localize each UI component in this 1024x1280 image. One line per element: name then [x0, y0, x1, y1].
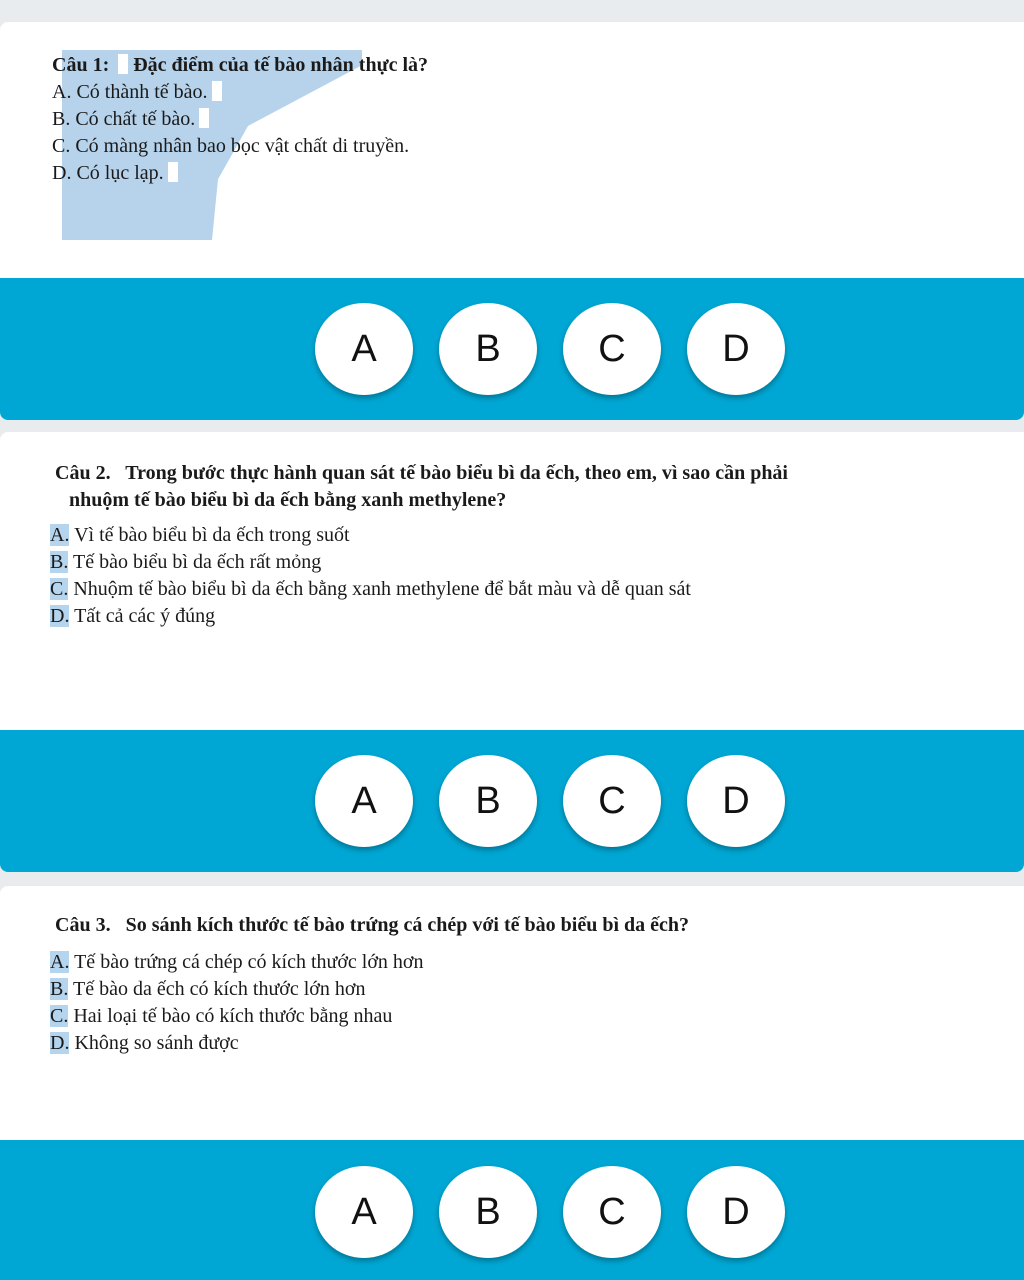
- question-3-title: Câu 3. So sánh kích thước tế bào trứng cá chép với tế bào biểu bì da ếch?: [55, 914, 689, 936]
- question-3-text: [50, 912, 689, 1057]
- answer-1-b-button[interactable]: B: [439, 303, 537, 395]
- answer-2-c-button[interactable]: C: [563, 755, 661, 847]
- question-3-option-c: C. Hai loại tế bào có kích thước bằng nhau: [50, 1005, 393, 1027]
- question-3-option-a: A. Tế bào trứng cá chép có kích thước lớn hơn: [50, 951, 424, 973]
- question-1-title: Câu 1: Đặc điểm của tế bào nhân thực là?: [52, 54, 429, 76]
- answer-2-b-button[interactable]: B: [439, 755, 537, 847]
- answer-2-a-button[interactable]: A: [315, 755, 413, 847]
- answer-3-a-button[interactable]: A: [315, 1166, 413, 1258]
- answer-1-d-button[interactable]: D: [687, 303, 785, 395]
- question-2-title: Câu 2. Trong bước thực hành quan sát tế bào biểu bì da ếch, theo em, vì sao cần phải: [55, 462, 788, 484]
- answer-1-c-button[interactable]: C: [563, 303, 661, 395]
- answer-3-c-button[interactable]: C: [563, 1166, 661, 1258]
- question-card-3: [0, 886, 1024, 1140]
- answer-3-d-button[interactable]: D: [687, 1166, 785, 1258]
- answer-bar-2: [0, 730, 1024, 872]
- question-2-option-d: D. Tất cả các ý đúng: [50, 605, 216, 627]
- answer-2-d-button[interactable]: D: [687, 755, 785, 847]
- answer-1-a-button[interactable]: A: [315, 303, 413, 395]
- question-card-2: [0, 432, 1024, 730]
- question-card-1: [0, 22, 1024, 278]
- question-2-title-line2: nhuộm tế bào biểu bì da ếch bằng xanh methylene?: [69, 489, 507, 511]
- question-1-option-d: D. Có lục lạp.: [52, 160, 428, 187]
- question-3-option-d: D. Không so sánh được: [50, 1032, 239, 1054]
- question-1-text: [52, 52, 428, 187]
- question-2-option-a: A. Vì tế bào biểu bì da ếch trong suốt: [50, 524, 350, 546]
- answer-3-b-button[interactable]: B: [439, 1166, 537, 1258]
- question-2-text: [50, 460, 788, 630]
- question-2-option-c: C. Nhuộm tế bào biểu bì da ếch bằng xanh methylene để bắt màu và dễ quan sát: [50, 578, 691, 600]
- question-1-option-a: A. Có thành tế bào.: [52, 79, 428, 106]
- answer-bar-1: [0, 278, 1024, 420]
- question-1-option-b: B. Có chất tế bào.: [52, 106, 428, 133]
- answer-bar-3: [0, 1140, 1024, 1280]
- question-1-marker: [118, 54, 128, 74]
- question-1-option-c: C. Có màng nhân bao bọc vật chất di truyền.: [52, 135, 410, 157]
- question-3-option-b: B. Tế bào da ếch có kích thước lớn hơn: [50, 978, 366, 1000]
- question-2-option-b: B. Tế bào biểu bì da ếch rất mỏng: [50, 551, 322, 573]
